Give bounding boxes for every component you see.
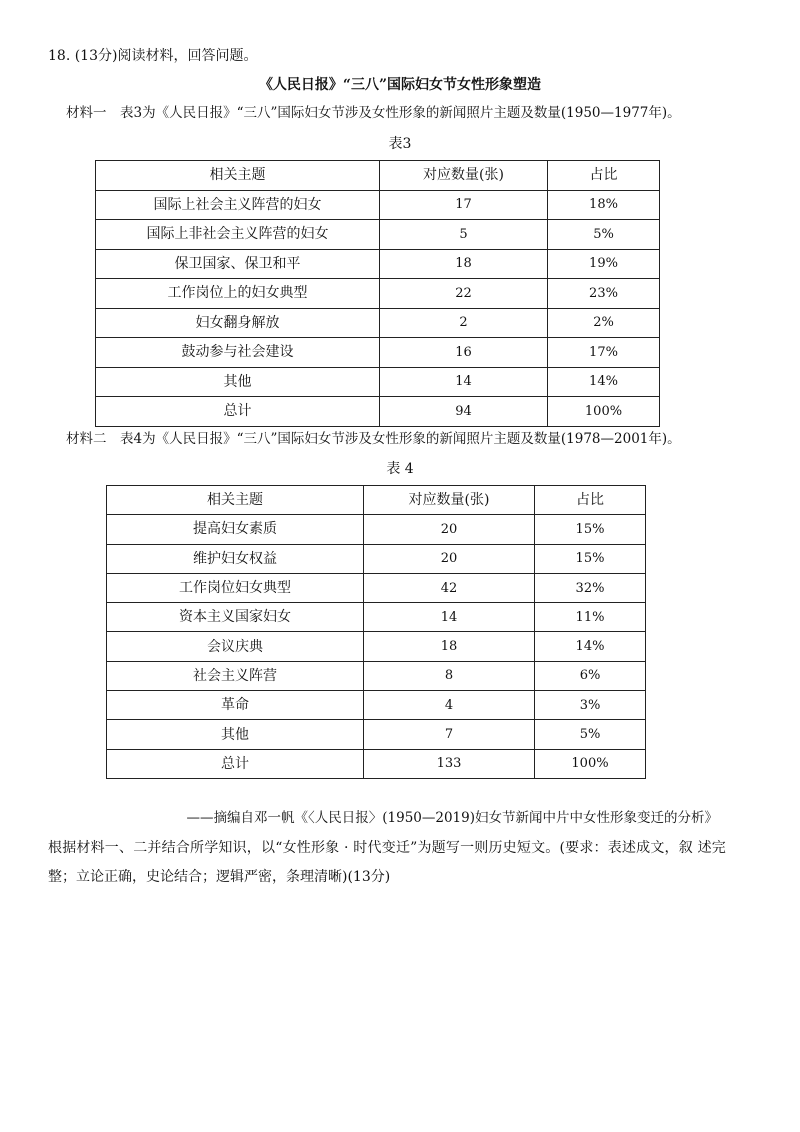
percent-cell: 15%: [535, 544, 646, 573]
count-cell: 2: [380, 308, 548, 338]
theme-cell: 工作岗位妇女典型: [107, 573, 364, 602]
material-2-intro: 材料二 表4为《人民日报》“三八”国际妇女节涉及女性形象的新闻照片主题及数量(1978—2001年)。: [66, 431, 681, 447]
column-header: 相关主题: [107, 486, 364, 515]
count-cell: 94: [380, 397, 548, 427]
percent-cell: 14%: [548, 367, 660, 397]
percent-cell: 5%: [548, 220, 660, 250]
count-cell: 14: [364, 603, 535, 632]
percent-cell: 100%: [535, 749, 646, 778]
question-prompt-line-2: 整；立论正确，史论结合；逻辑严密，条理清晰)(13分): [48, 869, 391, 885]
theme-cell: 总计: [96, 397, 380, 427]
table-header-row: [107, 486, 646, 515]
count-cell: 42: [364, 573, 535, 602]
table-row: [107, 661, 646, 690]
count-cell: 4: [364, 691, 535, 720]
theme-cell: 国际上社会主义阵营的妇女: [96, 190, 380, 220]
table-3: [95, 160, 660, 427]
count-cell: 17: [380, 190, 548, 220]
table-row: [96, 190, 660, 220]
percent-cell: 23%: [548, 279, 660, 309]
theme-cell: 维护妇女权益: [107, 544, 364, 573]
table-row: [107, 544, 646, 573]
table-row: [96, 279, 660, 309]
table-4: [106, 485, 646, 779]
theme-cell: 资本主义国家妇女: [107, 603, 364, 632]
theme-cell: 鼓动参与社会建设: [96, 338, 380, 368]
document-title: 《人民日报》“三八”国际妇女节女性形象塑造: [258, 77, 542, 93]
theme-cell: 工作岗位上的妇女典型: [96, 279, 380, 309]
column-header: 占比: [535, 486, 646, 515]
count-cell: 133: [364, 749, 535, 778]
column-header: 对应数量(张): [380, 161, 548, 191]
count-cell: 22: [380, 279, 548, 309]
table-row: [107, 515, 646, 544]
percent-cell: 11%: [535, 603, 646, 632]
percent-cell: 6%: [535, 661, 646, 690]
theme-cell: 社会主义阵营: [107, 661, 364, 690]
count-cell: 7: [364, 720, 535, 749]
percent-cell: 2%: [548, 308, 660, 338]
source-citation: ——摘编自邓一帆《〈人民日报〉(1950—2019)妇女节新闻中片中女性形象变迁的分析》: [186, 810, 718, 826]
table-row: [107, 603, 646, 632]
table-row: [107, 691, 646, 720]
count-cell: 18: [380, 249, 548, 279]
column-header: 对应数量(张): [364, 486, 535, 515]
theme-cell: 总计: [107, 749, 364, 778]
theme-cell: 妇女翻身解放: [96, 308, 380, 338]
theme-cell: 革命: [107, 691, 364, 720]
theme-cell: 会议庆典: [107, 632, 364, 661]
count-cell: 5: [380, 220, 548, 250]
theme-cell: 其他: [107, 720, 364, 749]
column-header: 相关主题: [96, 161, 380, 191]
table-total-row: [96, 397, 660, 427]
percent-cell: 14%: [535, 632, 646, 661]
percent-cell: 5%: [535, 720, 646, 749]
theme-cell: 保卫国家、保卫和平: [96, 249, 380, 279]
theme-cell: 其他: [96, 367, 380, 397]
question-prompt-line-1: 根据材料一、二并结合所学知识，以“女性形象 · 时代变迁”为题写一则历史短文。(要求：表述成文，叙 述完: [48, 840, 726, 856]
count-cell: 14: [380, 367, 548, 397]
theme-cell: 国际上非社会主义阵营的妇女: [96, 220, 380, 250]
table-header-row: [96, 161, 660, 191]
count-cell: 8: [364, 661, 535, 690]
table-row: [96, 220, 660, 250]
percent-cell: 18%: [548, 190, 660, 220]
count-cell: 20: [364, 515, 535, 544]
count-cell: 16: [380, 338, 548, 368]
column-header: 占比: [548, 161, 660, 191]
count-cell: 20: [364, 544, 535, 573]
table-row: [96, 308, 660, 338]
table-row: [96, 249, 660, 279]
table-3-caption: 表3: [388, 136, 412, 152]
percent-cell: 32%: [535, 573, 646, 602]
percent-cell: 17%: [548, 338, 660, 368]
table-row: [107, 720, 646, 749]
percent-cell: 100%: [548, 397, 660, 427]
material-1-intro: 材料一 表3为《人民日报》“三八”国际妇女节涉及女性形象的新闻照片主题及数量(1950—1977年)。: [66, 105, 681, 121]
table-total-row: [107, 749, 646, 778]
table-row: [107, 632, 646, 661]
table-row: [96, 367, 660, 397]
table-4-caption: 表 4: [386, 461, 414, 477]
theme-cell: 提高妇女素质: [107, 515, 364, 544]
question-header: 18. (13分)阅读材料，回答问题。: [48, 48, 258, 64]
table-row: [107, 573, 646, 602]
table-row: [96, 338, 660, 368]
percent-cell: 19%: [548, 249, 660, 279]
count-cell: 18: [364, 632, 535, 661]
percent-cell: 15%: [535, 515, 646, 544]
percent-cell: 3%: [535, 691, 646, 720]
